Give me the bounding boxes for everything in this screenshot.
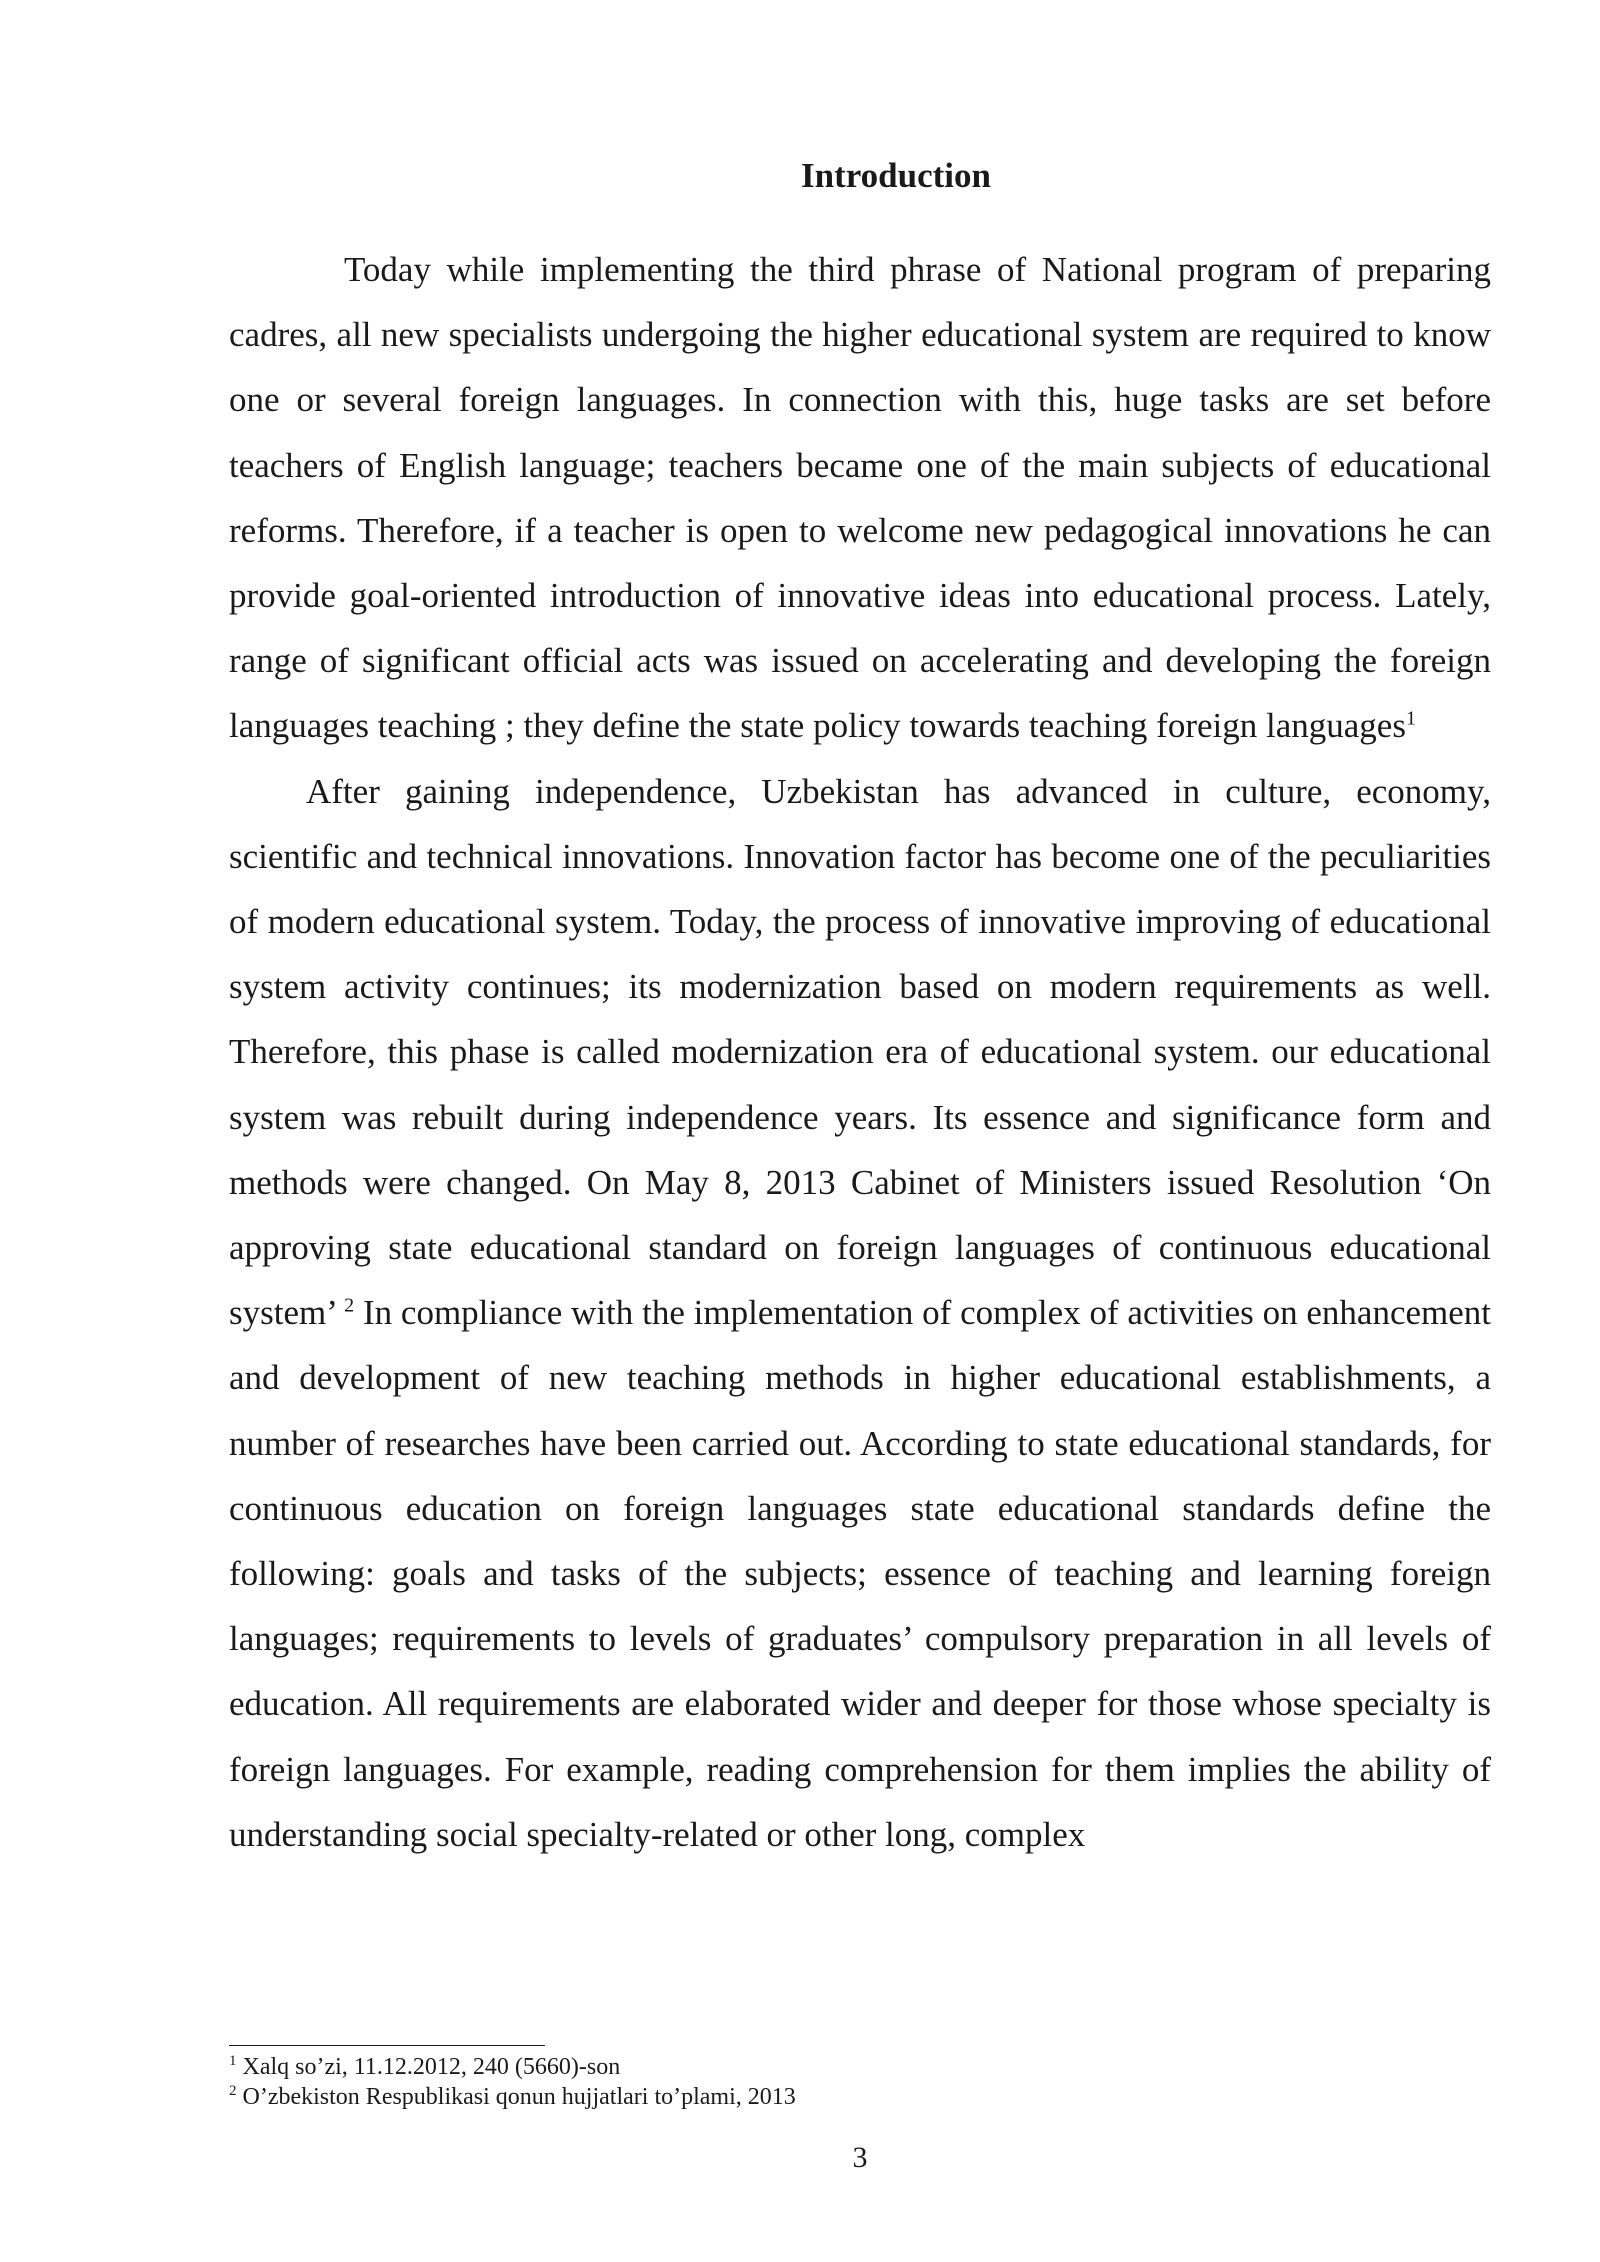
footnote-ref-1: 1	[1405, 707, 1416, 730]
paragraph-2-text-after-ref: In compliance with the implementation of complex of activities on enhancement and development of new teaching methods in higher educational establishments, a number of researches have been carried out. According to state educational standards, for continuous education on foreign languages state educational standards define the following: goals and tasks of the subjects; essence of teaching and learning foreign languages; requirements to levels of graduates’ compulsory preparation in all levels of education. All requirements are elaborated wider and deeper for those whose specialty is foreign languages. For example, reading comprehension for them implies the ability of understanding social specialty-related or other long, complex	[229, 1293, 1492, 1854]
footnote-2-number: 2	[229, 2083, 237, 2099]
footnote-separator	[229, 2045, 545, 2046]
paragraph-1-text: Today while implementing the third phrase of National program of preparing cadres, all new specialists undergoing the higher educational system are required to know one or several foreign languages. In connection with this, huge tasks are set before teachers of English language; teachers became one of the main subjects of educational reforms. Therefore, if a teacher is open to welcome new pedagogical innovations he can provide goal-oriented introduction of innovative ideas into educational process. Lately, range of significant official acts was issued on accelerating and developing the foreign languages teaching ; they define the state policy towards teaching foreign languages	[229, 250, 1491, 746]
paragraph-2	[229, 759, 1491, 1867]
footnote-1	[229, 2052, 1491, 2082]
footnote-2	[229, 2082, 1491, 2112]
footnote-2-text: O’zbekiston Respublikasi qonun hujjatlari to’plami, 2013	[242, 2084, 796, 2110]
footnote-1-text: Xalq so’zi, 11.12.2012, 240 (5660)-son	[242, 2054, 621, 2080]
page-number: 3	[852, 2141, 868, 2174]
footnote-ref-2: 2	[344, 1294, 355, 1317]
footnotes	[229, 2052, 1491, 2112]
footnote-1-number: 1	[229, 2053, 237, 2069]
paragraph-2-text-before-ref: After gaining independence, Uzbekistan has advanced in culture, economy, scientific and technical innovations. Innovation factor has become one of the peculiarities of modern educational system. Today, the process of innovative improving of educational system activity continues; its modernization based on modern requirements as well. Therefore, this phase is called modernization era of educational system. our educational system was rebuilt during independence years. Its essence and significance form and methods were changed. On May 8, 2013 Cabinet of Ministers issued Resolution ‘On approving state educational standard on foreign languages of continuous educational system’	[229, 771, 1491, 1333]
page-title: Introduction	[801, 156, 991, 195]
body-text	[229, 237, 1491, 1867]
paragraph-1	[229, 237, 1491, 759]
